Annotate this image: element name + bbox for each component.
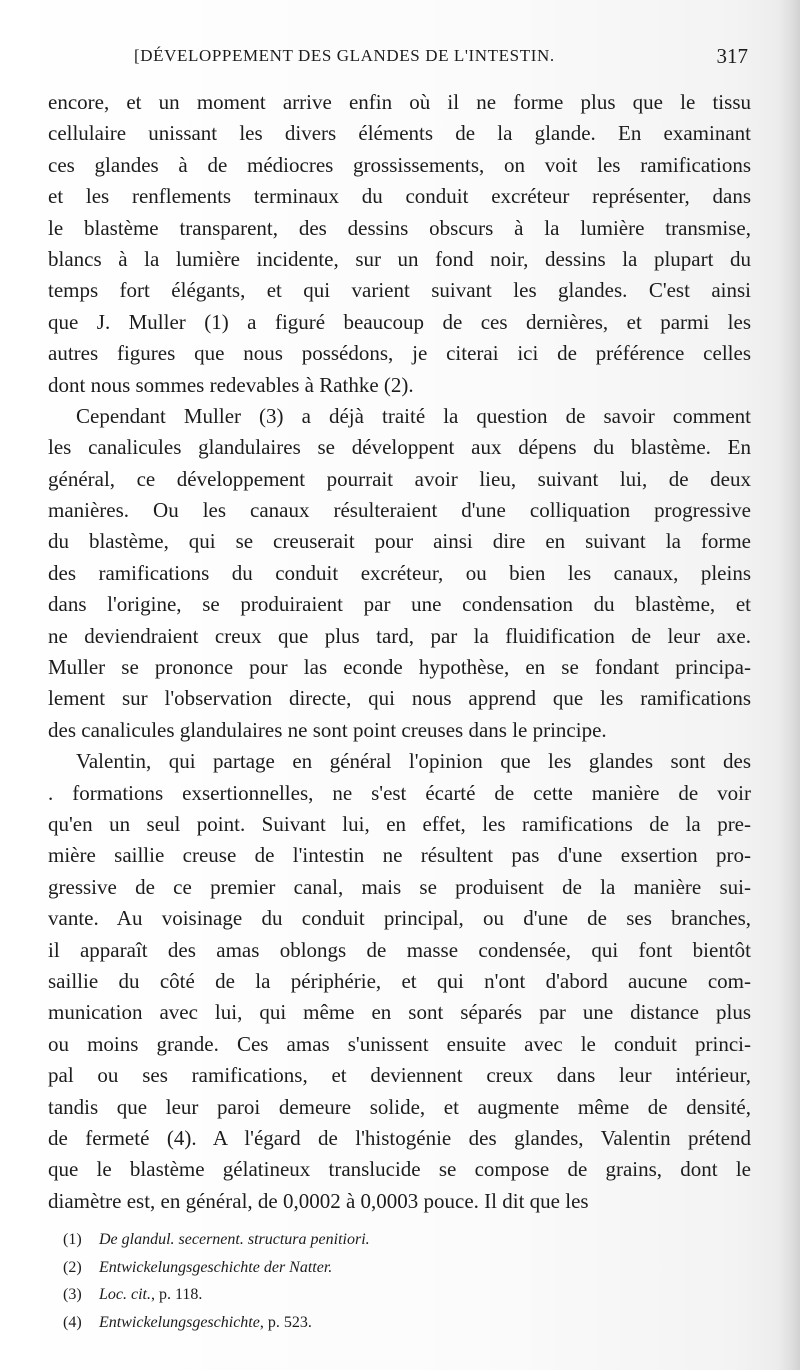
text-line: ou moins grande. Ces amas s'unissent ensuite avec le conduit princi- xyxy=(48,1031,751,1056)
text-line: munication avec lui, qui même en sont séparés par une distance plus xyxy=(48,1000,751,1025)
text-line: encore, et un moment arrive enfin où il ne forme plus que le tissu xyxy=(48,90,751,114)
text-line: des canalicules glandulaires ne sont point creuses dans le principe. xyxy=(48,717,607,742)
footnote-number: (3) xyxy=(63,1286,82,1303)
text-line: le blastème transparent, des dessins obscurs à la lumière transmise, xyxy=(48,215,751,240)
text-line: autres figures que nous possédons, je citerai ici de préférence celles xyxy=(48,341,751,366)
footnote-title: Entwickelungsgeschichte xyxy=(99,1313,260,1331)
footnote-number: (2) xyxy=(63,1258,82,1276)
footnote-number: (4) xyxy=(63,1313,82,1331)
text-line: les canalicules glandulaires se développent aux dépens du blastème. En xyxy=(48,435,751,460)
page-header xyxy=(134,46,748,72)
text-line: de fermeté (4). A l'égard de l'histogénie des glandes, Valentin prétend xyxy=(48,1125,751,1150)
text-line: que J. Muller (1) a figuré beaucoup de ces dernières, et parmi les xyxy=(48,309,751,334)
text-line: dont nous sommes redevables à Rathke (2). xyxy=(48,372,414,397)
footnote-number: (1) xyxy=(63,1231,82,1248)
text-line: général, ce développement pourrait avoir lieu, suivant lui, de deux xyxy=(48,466,751,491)
running-title: [DÉVELOPPEMENT DES GLANDES DE L'INTESTIN. xyxy=(134,46,555,65)
text-line: diamètre est, en général, de 0,0002 à 0,0003 pouce. Il dit que les xyxy=(48,1188,589,1213)
body-text xyxy=(48,87,751,1217)
footnote-reference: , p. 118. xyxy=(151,1286,203,1303)
page-edge-shadow xyxy=(778,0,800,1370)
text-line: il apparaît des amas oblongs de masse condensée, qui font bientôt xyxy=(48,937,751,962)
page-number: 317 xyxy=(716,44,748,68)
text-line: qu'en un seul point. Suivant lui, en effet, les ramifications de la pre- xyxy=(48,811,751,836)
text-line: manières. Ou les canaux résulteraient d'une colliquation progressive xyxy=(48,498,751,523)
text-line: . formations exsertionnelles, ne s'est écarté de cette manière de voir xyxy=(48,780,751,805)
text-line: Valentin, qui partage en général l'opinion que les glandes sont des xyxy=(76,749,751,774)
text-line: vante. Au voisinage du conduit principal, ou d'une de ses branches, xyxy=(48,906,751,931)
text-line: temps fort élégants, et qui varient suivant les glandes. C'est ainsi xyxy=(48,278,751,303)
text-line: ces glandes à de médiocres grossissements, on voit les ramifications xyxy=(48,152,751,177)
text-line: lement sur l'observation directe, qui nous apprend que les ramifications xyxy=(48,686,751,711)
text-line: mière saillie creuse de l'intestin ne résultent pas d'une exsertion pro- xyxy=(48,843,751,868)
footnote-reference: , p. 523. xyxy=(259,1313,312,1331)
text-line: tandis que leur paroi demeure solide, et augmente même de densité, xyxy=(48,1094,751,1119)
footnote xyxy=(63,1281,663,1309)
footnote xyxy=(63,1309,663,1337)
text-line: ne deviendraient creux que plus tard, par la fluidification de leur axe. xyxy=(48,623,751,648)
text-line: Muller se prononce pour las econde hypothèse, en se fondant principa- xyxy=(48,655,751,680)
text-line: Cependant Muller (3) a déjà traité la question de savoir comment xyxy=(76,403,751,428)
text-line: et les renflements terminaux du conduit excréteur représenter, dans xyxy=(48,184,751,209)
text-line: pal ou ses ramifications, et deviennent creux dans leur intérieur, xyxy=(48,1063,751,1088)
text-line: des ramifications du conduit excréteur, ou bien les canaux, pleins xyxy=(48,560,751,585)
text-line: blancs à la lumière incidente, sur un fond noir, dessins la plupart du xyxy=(48,246,751,271)
text-line: saillie du côté de la périphérie, et qui n'ont d'abord aucune com- xyxy=(48,968,751,993)
text-line: que le blastème gélatineux translucide se compose de grains, dont le xyxy=(48,1157,751,1182)
footnote-title: Loc. cit. xyxy=(99,1286,151,1303)
text-line: dans l'origine, se produiraient par une condensation du blastème, et xyxy=(48,592,751,617)
text-line: gressive de ce premier canal, mais se produisent de la manière sui- xyxy=(48,874,751,899)
text-line: du blastème, qui se creuserait pour ainsi dire en suivant la forme xyxy=(48,529,751,554)
footnote-title: Entwickelungsgeschichte der Natter. xyxy=(99,1258,333,1276)
footnote-title: De glandul. secernent. structura penitiori. xyxy=(99,1231,370,1248)
text-line: cellulaire unissant les divers éléments de la glande. En examinant xyxy=(48,121,751,146)
footnote xyxy=(63,1226,663,1254)
footnotes xyxy=(63,1226,663,1336)
footnote xyxy=(63,1254,663,1282)
